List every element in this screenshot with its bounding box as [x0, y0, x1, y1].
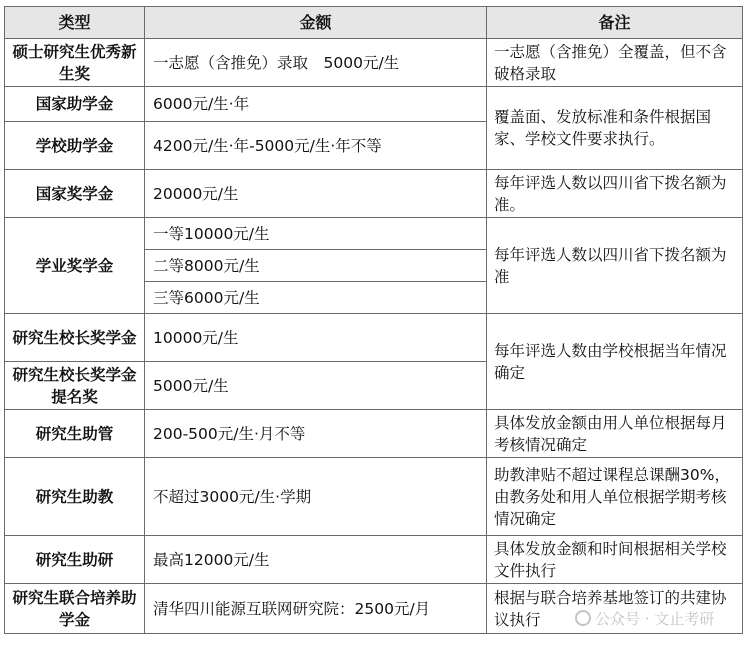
table-row — [5, 410, 743, 458]
row-type: 研究生校长奖学金提名奖 — [5, 362, 145, 410]
row-amount: 一等10000元/生 — [145, 218, 487, 250]
header-amount: 金额 — [145, 7, 487, 39]
row-type: 研究生助研 — [5, 536, 145, 584]
row-note: 具体发放金额和时间根据相关学校文件执行 — [487, 536, 743, 584]
row-amount: 10000元/生 — [145, 314, 487, 362]
row-type: 研究生助管 — [5, 410, 145, 458]
row-note: 覆盖面、发放标准和条件根据国家、学校文件要求执行。 — [487, 87, 743, 170]
table-row — [5, 458, 743, 536]
row-type: 国家助学金 — [5, 87, 145, 122]
row-amount: 20000元/生 — [145, 170, 487, 218]
row-note: 根据与联合培养基地签订的共建协议执行 — [487, 584, 743, 634]
row-amount: 200-500元/生·月不等 — [145, 410, 487, 458]
row-amount: 4200元/生·年-5000元/生·年不等 — [145, 122, 487, 170]
header-note: 备注 — [487, 7, 743, 39]
row-amount: 清华四川能源互联网研究院：2500元/月 — [145, 584, 487, 634]
row-type: 学业奖学金 — [5, 218, 145, 314]
row-amount: 不超过3000元/生·学期 — [145, 458, 487, 536]
table-row — [5, 536, 743, 584]
scholarship-table — [4, 6, 743, 634]
row-amount: 二等8000元/生 — [145, 250, 487, 282]
row-note: 助教津贴不超过课程总课酬30%，由教务处和用人单位根据学期考核情况确定 — [487, 458, 743, 536]
row-type: 学校助学金 — [5, 122, 145, 170]
row-type: 国家奖学金 — [5, 170, 145, 218]
row-amount: 三等6000元/生 — [145, 282, 487, 314]
header-type: 类型 — [5, 7, 145, 39]
table-row — [5, 39, 743, 87]
row-amount: 最高12000元/生 — [145, 536, 487, 584]
row-amount: 一志愿（含推免）录取 5000元/生 — [145, 39, 487, 87]
row-note: 具体发放金额由用人单位根据每月考核情况确定 — [487, 410, 743, 458]
row-note: 一志愿（含推免）全覆盖，但不含破格录取 — [487, 39, 743, 87]
row-amount: 5000元/生 — [145, 362, 487, 410]
row-type: 研究生校长奖学金 — [5, 314, 145, 362]
watermark-text: 公众号 · 文止考研 — [595, 610, 715, 628]
row-note: 每年评选人数以四川省下拨名额为准 — [487, 218, 743, 314]
table-row — [5, 218, 743, 250]
row-type: 硕士研究生优秀新生奖 — [5, 39, 145, 87]
table-row — [5, 170, 743, 218]
watermark — [575, 608, 714, 629]
row-note: 每年评选人数以四川省下拨名额为准。 — [487, 170, 743, 218]
wechat-icon — [575, 610, 591, 626]
row-type: 研究生联合培养助学金 — [5, 584, 145, 634]
row-note: 每年评选人数由学校根据当年情况确定 — [487, 314, 743, 410]
table-row — [5, 87, 743, 122]
header-row — [5, 7, 743, 39]
row-type: 研究生助教 — [5, 458, 145, 536]
row-amount: 6000元/生·年 — [145, 87, 487, 122]
table-row — [5, 314, 743, 362]
